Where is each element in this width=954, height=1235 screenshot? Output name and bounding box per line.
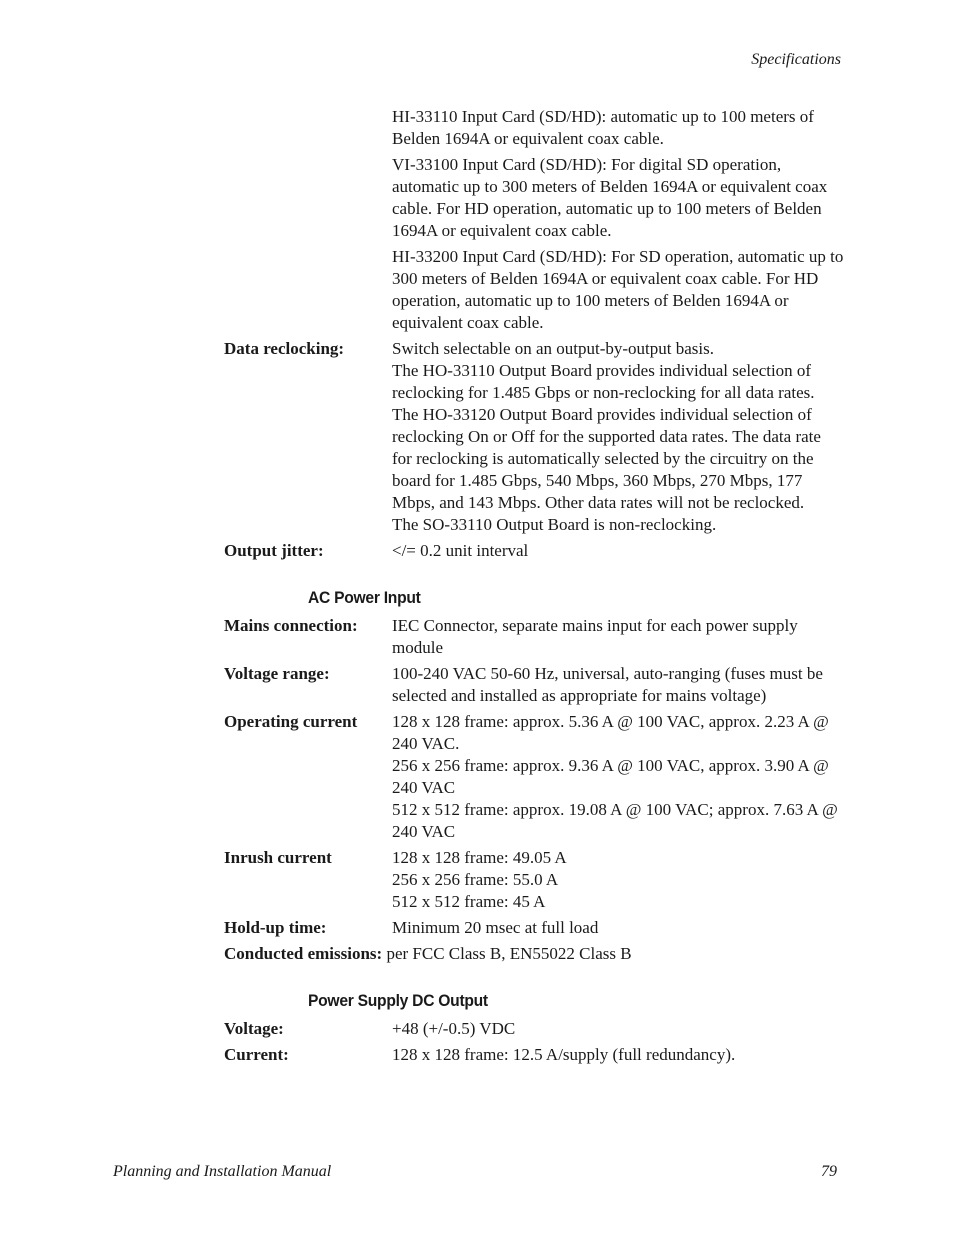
- spec-value: 256 x 256 frame: 55.0 A: [392, 870, 559, 889]
- inrush-current-row: [224, 847, 844, 913]
- spec-label: Hold-up time:: [224, 918, 327, 937]
- holdup-time-row: [224, 917, 844, 939]
- spec-value: The SO-33110 Output Board is non-reclocking.: [392, 515, 717, 534]
- spec-value: 512 x 512 frame: 45 A: [392, 892, 546, 911]
- spec-value: 100-240 VAC 50-60 Hz, universal, auto-ranging (fuses must be selected and installed as appropriate for mains voltage): [392, 664, 823, 705]
- spec-value: 128 x 128 frame: 49.05 A: [392, 848, 567, 867]
- spec-value: 256 x 256 frame: approx. 9.36 A @ 100 VAC, approx. 3.90 A @ 240 VAC: [392, 756, 829, 797]
- section-heading-dc-output: Power Supply DC Output: [308, 991, 488, 1010]
- spec-value: Switch selectable on an output-by-output basis.: [392, 339, 714, 358]
- spec-label: Operating current: [224, 712, 358, 731]
- spec-label: Conducted emissions:: [224, 944, 383, 963]
- spec-content: [224, 106, 844, 1066]
- intro-paragraph: HI-33200 Input Card (SD/HD): For SD operation, automatic up to 300 meters of Belden 1694A or equivalent coax cable. For HD operation, automatic up to 100 meters of Belden 1694A or equivalent coax cable.: [392, 247, 844, 332]
- spec-label: Voltage range:: [224, 664, 330, 683]
- spec-label: Mains connection:: [224, 616, 358, 635]
- spec-label: Output jitter:: [224, 541, 324, 560]
- intro-paragraph: VI-33100 Input Card (SD/HD): For digital SD operation, automatic up to 300 meters of Belden 1694A or equivalent coax cable. For HD operation, automatic up to 100 meters of Belden 1694A or equivalent coax cable.: [392, 155, 828, 240]
- output-jitter-row: [224, 540, 844, 562]
- page-footer: [113, 1163, 837, 1181]
- spec-value: 128 x 128 frame: approx. 5.36 A @ 100 VAC, approx. 2.23 A @ 240 VAC.: [392, 712, 829, 753]
- intro-paragraph: HI-33110 Input Card (SD/HD): automatic up to 100 meters of Belden 1694A or equivalent coax cable.: [392, 107, 814, 148]
- spec-value: The HO-33120 Output Board provides individual selection of reclocking On or Off for the supported data rates. The data rate for reclocking is automatically selected by the circuitry on the board for 1.485 Gbps, 540 Mbps, 360 Mbps, 270 Mbps, 177 Mbps, and 143 Mbps. Other data rates will not be reclocked.: [392, 405, 821, 512]
- spec-value: 128 x 128 frame: 12.5 A/supply (full redundancy).: [392, 1045, 736, 1064]
- input-cards-block: [224, 106, 844, 334]
- data-reclocking-row: [224, 338, 844, 536]
- spec-value: +48 (+/-0.5) VDC: [392, 1019, 516, 1038]
- spec-value: </= 0.2 unit interval: [392, 541, 529, 560]
- dc-current-row: [224, 1044, 844, 1066]
- dc-voltage-row: [224, 1018, 844, 1040]
- page-number: 79: [821, 1163, 837, 1180]
- spec-label: Voltage:: [224, 1019, 284, 1038]
- operating-current-row: [224, 711, 844, 843]
- spec-label: Inrush current: [224, 848, 332, 867]
- spec-value: IEC Connector, separate mains input for each power supply module: [392, 616, 798, 657]
- spec-label: Current:: [224, 1045, 289, 1064]
- manual-title: Planning and Installation Manual: [113, 1163, 332, 1180]
- running-header: Specifications: [751, 51, 841, 68]
- spec-value: The HO-33110 Output Board provides individual selection of reclocking for 1.485 Gbps or non-reclocking for all data rates.: [392, 361, 815, 402]
- spec-label: Data reclocking:: [224, 339, 345, 358]
- spec-value: 512 x 512 frame: approx. 19.08 A @ 100 VAC; approx. 7.63 A @ 240 VAC: [392, 800, 838, 841]
- section-heading-ac-power: AC Power Input: [308, 588, 421, 607]
- mains-connection-row: [224, 615, 844, 659]
- spec-value: per FCC Class B, EN55022 Class B: [386, 944, 632, 963]
- voltage-range-row: [224, 663, 844, 707]
- spec-value: Minimum 20 msec at full load: [392, 918, 599, 937]
- conducted-emissions-row: [224, 943, 844, 965]
